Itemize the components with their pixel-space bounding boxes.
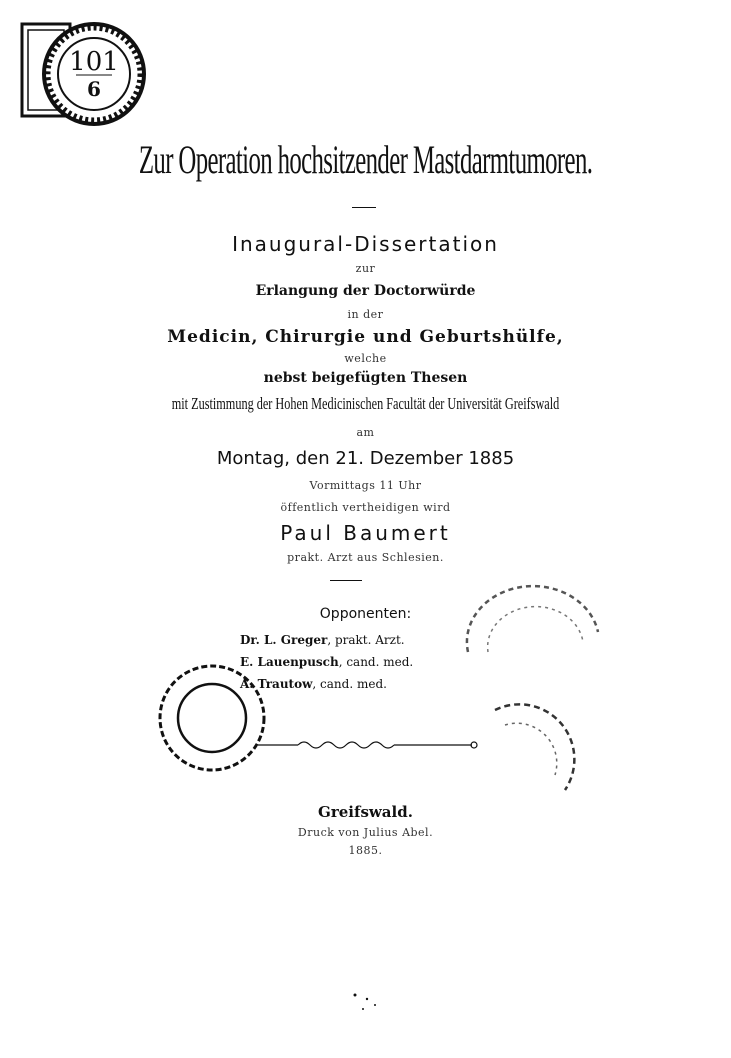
imprint-printer: Druck von Julius Abel.	[297, 826, 434, 839]
text-in-der: in der	[347, 308, 384, 321]
text-welche: welche	[344, 352, 387, 365]
author-title: prakt. Arzt aus Schlesien.	[287, 551, 444, 564]
opponent-1	[240, 633, 405, 647]
library-stamp-top	[18, 18, 158, 128]
text-verteidigen: öffentlich vertheidigen wird	[280, 501, 451, 514]
opponent-1-role: , prakt. Arzt.	[327, 633, 405, 647]
stamp-number-bottom: 6	[87, 77, 101, 101]
text-nebst: nebst beigefügten Thesen	[263, 370, 468, 386]
text-erlangung: Erlangung der Doctorwürde	[255, 283, 476, 299]
library-stamp-lower-right	[480, 690, 590, 800]
text-faculty-fields: Medicin, Chirurgie und Geburtshülfe,	[167, 327, 564, 347]
opponent-2-role: , cand. med.	[338, 655, 414, 669]
library-stamp-right	[458, 582, 608, 692]
opponent-3-name: A. Trautow	[240, 677, 313, 691]
scan-specks	[345, 985, 395, 1015]
text-zur: zur	[355, 262, 376, 275]
text-am: am	[356, 426, 375, 439]
author-name: Paul Baumert	[280, 521, 451, 545]
opponent-1-name: Dr. L. Greger	[240, 633, 328, 647]
opponent-3-role: , cand. med.	[312, 677, 387, 691]
dissertation-subtitle: Inaugural-Dissertation	[232, 232, 499, 256]
opponent-2-name: E. Lauenpusch	[240, 655, 339, 669]
text-zustimmung: mit Zustimmung der Hohen Medicinischen Facultät der Universität Greifswald	[171, 394, 560, 413]
ornamental-divider	[258, 735, 478, 755]
defense-time: Vormittags 11 Uhr	[309, 479, 422, 492]
divider-2	[330, 580, 362, 581]
dissertation-title: Zur Operation hochsitzender Mastdarmtumoren.	[138, 137, 593, 182]
divider-1	[352, 207, 376, 208]
stamp-number-top: 101	[69, 47, 119, 77]
opponents-heading: Opponenten:	[319, 606, 412, 622]
defense-date: Montag, den 21. Dezember 1885	[216, 448, 515, 469]
library-stamp-left	[150, 660, 275, 775]
imprint-year: 1885.	[348, 844, 383, 857]
imprint-city: Greifswald.	[318, 803, 413, 821]
